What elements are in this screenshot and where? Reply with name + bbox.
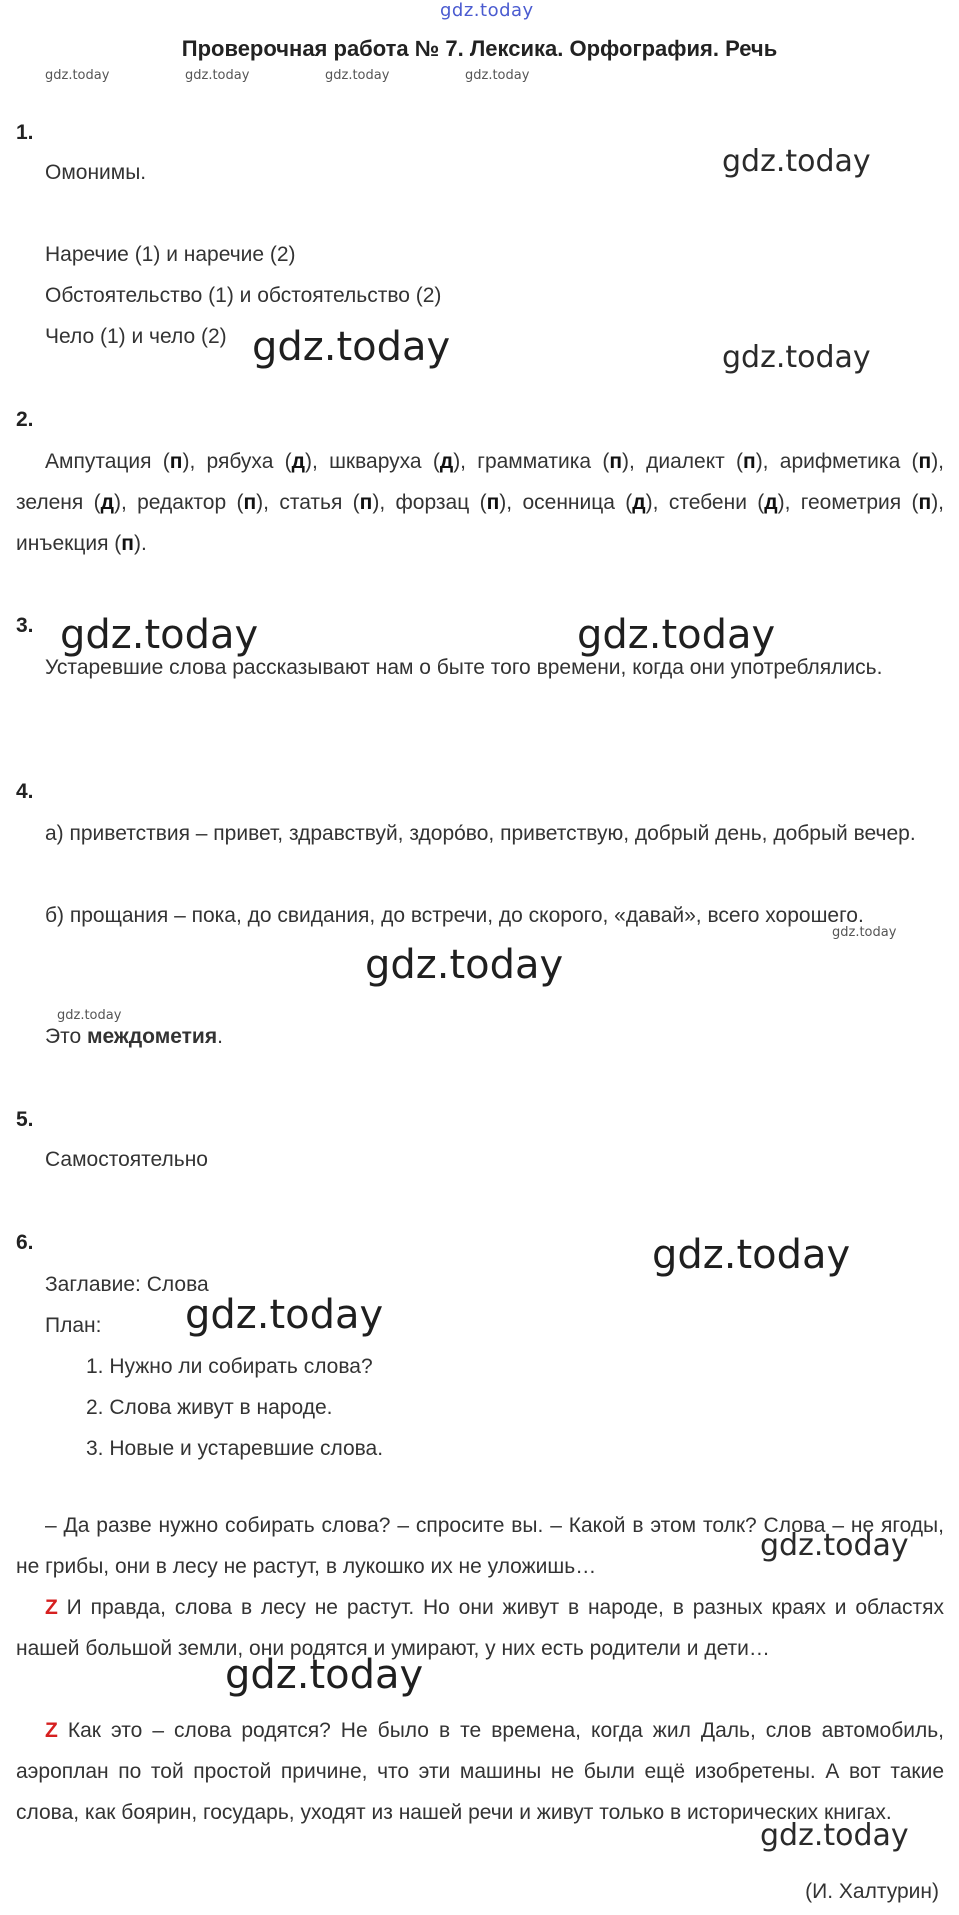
task2-word: шкваруха [329,450,422,473]
watermark: gdz.today [652,1232,851,1278]
z-marker: Z [45,1596,58,1619]
task4-part-a: а) приветствия – привет, здравствуй, здоро́во, приветствую, добрый день, добрый вечер. [45,822,916,845]
task-number: 5. [16,1108,34,1131]
task1-line: Чело (1) и чело (2) [45,325,227,348]
task2-word: форзац [395,491,470,514]
story-paragraph [16,1710,944,1833]
watermark: gdz.today [577,612,776,658]
task2-mark: д [100,491,114,514]
task5-text: Самостоятельно [45,1148,208,1171]
task2-word: инъекция [16,532,109,555]
story-paragraph: – Да разве нужно собирать слова? – спросите вы. – Какой в этом толк? Слова – не ягоды, не грибы, они в лесу не растут, в лукошко их не уложишь… [16,1514,944,1578]
task1-line: Обстоятельство (1) и обстоятельство (2) [45,284,442,307]
conclusion-prefix: Это [45,1025,87,1048]
task2-mark: п [243,491,257,514]
task2-word: Ампутация [45,450,152,473]
task2-word: редактор [137,491,227,514]
task2-word: осенница [522,491,615,514]
watermark: gdz.today [760,1818,909,1853]
story-text: Как это – слова родятся? Не было в те времена, когда жил Даль, слов автомобиль, аэроплан по той простой причине, что эти машины не были ещё изобретены. А вот такие слова, как боярин, государь, уходят из нашей речи и живут только в исторических книгах. [16,1719,944,1824]
watermark: gdz.today [760,1528,909,1563]
task2-mark: п [359,491,373,514]
task4-conclusion [45,1025,223,1049]
task-number: 3. [16,614,34,637]
plan-item: 2. Слова живут в народе. [86,1396,333,1419]
page-title: Проверочная работа № 7. Лексика. Орфография. Речь [181,36,778,61]
task6-title-line: Заглавие: Слова [45,1273,209,1296]
plan-item: 1. Нужно ли собирать слова? [86,1355,373,1378]
watermark: gdz.today [722,340,871,375]
story-paragraph [16,1587,944,1669]
task2-word: геометрия [800,491,902,514]
watermark: gdz.today [722,144,871,179]
author: (И. Халтурин) [805,1880,939,1903]
task2-mark: п [918,450,932,473]
task2-mark: п [121,532,134,555]
watermark: gdz.today [185,1292,384,1338]
task3-text: Устаревшие слова рассказывают нам о быте того времени, когда они употреблялись. [45,656,883,679]
task2-mark: п [918,491,932,514]
task-number: 4. [16,780,34,803]
task2-word: зеленя [16,491,84,514]
z-marker: Z [45,1719,58,1742]
watermark-small: gdz.today [57,1008,122,1023]
plan-item: 3. Новые и устаревшие слова. [86,1437,384,1460]
task1-line: Наречие (1) и наречие (2) [45,243,296,266]
conclusion-suffix: . [217,1025,223,1048]
task2-word: рябуха [206,450,274,473]
task2-word: статья [279,491,343,514]
story-text: И правда, слова в лесу не растут. Но они живут в народе, в разных краях и областях нашей большой земли, они родятся и умирают, у них есть родители и дети… [16,1596,944,1660]
task2-word: стебени [668,491,747,514]
task-number: 2. [16,408,34,431]
task2-mark: п [743,450,756,473]
watermark-top: gdz.today [440,0,534,21]
watermark-small: gdz.today [832,925,897,940]
task2-mark: д [632,491,646,514]
watermark-small: gdz.today [325,68,390,83]
task1-heading: Омонимы. [45,161,147,184]
task2-word: арифметика [779,450,901,473]
watermark-small: gdz.today [465,68,530,83]
task2-mark: д [291,450,305,473]
watermark: gdz.today [365,942,564,988]
watermark-small: gdz.today [185,68,250,83]
watermark-small: gdz.today [45,68,110,83]
watermark: gdz.today [225,1652,424,1698]
conclusion-term: междометия [87,1025,218,1048]
task2-mark: д [439,450,454,473]
task2-mark: п [169,450,183,473]
task2-mark: п [609,450,623,473]
task2-mark: п [486,491,500,514]
task-number: 6. [16,1231,34,1254]
task4-part-b: б) прощания – пока, до свидания, до встречи, до скорого, «давай», всего хорошего. [45,904,864,927]
watermark: gdz.today [60,612,259,658]
task6-plan-label: План: [45,1314,102,1337]
watermark: gdz.today [252,324,451,370]
task2-word-list: Ампутация (п), рябуха (д), шкваруха (д), грамматика (п), диалект (п), арифметика (п), зеленя (д), редактор (п), статья (п), форзац (п), осенница (д), стебени (д), геометрия (п), инъекция (п). [16,450,945,555]
task2-word: диалект [646,450,725,473]
task2-mark: д [764,491,778,514]
task-number: 1. [16,121,34,144]
task2-word: грамматика [477,450,592,473]
